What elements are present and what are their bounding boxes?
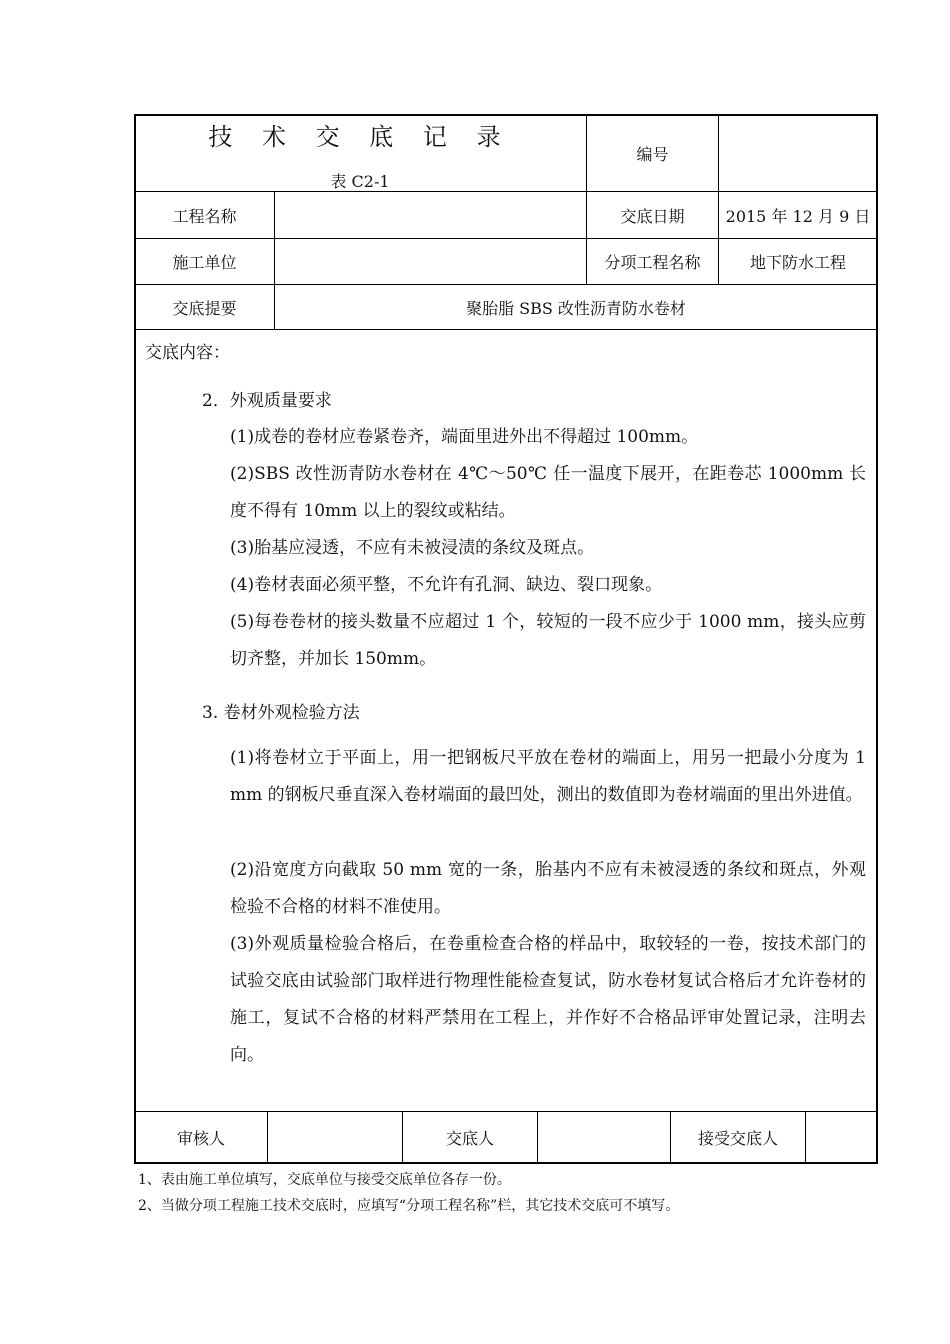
- project-name-label: 工程名称: [172, 206, 237, 226]
- discloser-label: 交底人: [445, 1129, 494, 1148]
- reviewer-label: 审核人: [176, 1129, 225, 1148]
- section-item: (1)成卷的卷材应卷紧卷齐，端面里进外出不得超过 100mm。: [230, 427, 699, 447]
- section-item: (3)外观质量检验合格后，在卷重检查合格的样品中，取较轻的一卷，按技术部门的试验交底由试验部门取样进行物理性能检查复试，防水卷材复试合格后才允许卷材的施工，复试不合格的材料严禁用在工程上，并作好不合格品评审处置记录，注明去向。: [230, 934, 866, 1065]
- content-label: 交底内容：: [145, 343, 230, 363]
- reviewer-field[interactable]: [268, 1112, 402, 1163]
- section-item: (3)胎基应浸透，不应有未被浸渍的条纹及斑点。: [230, 538, 595, 558]
- receiver-label: 接受交底人: [697, 1129, 778, 1148]
- section-item: (2)SBS 改性沥青防水卷材在 4℃～50℃ 任一温度下展开，在距卷芯 1000mm 长度不得有 10mm 以上的裂纹或粘结。: [230, 464, 866, 521]
- section-item: (5)每卷卷材的接头数量不应超过 1 个，较短的一段不应少于 1000 mm，接头应剪切齐整，并加长 150mm。: [230, 612, 866, 669]
- form-number: 表 C2-1: [330, 172, 390, 191]
- discloser-field[interactable]: [538, 1112, 670, 1163]
- number-label: 编号: [636, 144, 669, 164]
- footnote: 2、当做分项工程施工技术交底时，应填写“分项工程名称”栏，其它技术交底可不填写。: [138, 1198, 680, 1214]
- disclosure-content: [134, 330, 878, 1110]
- summary-label: 交底提要: [172, 298, 237, 318]
- section-item: (2)沿宽度方向截取 50 mm 宽的一条，胎基内不应有未被浸透的条纹和斑点，外观检验不合格的材料不准使用。: [230, 860, 866, 917]
- section-item: (1)将卷材立于平面上，用一把钢板尺平放在卷材的端面上，用另一把最小分度为 1 mm 的钢板尺垂直深入卷材端面的最凹处，测出的数值即为卷材端面的里出外进值。: [230, 748, 866, 805]
- project-name-field[interactable]: [275, 192, 586, 238]
- section-item: (4)卷材表面必须平整，不允许有孔洞、缺边、裂口现象。: [230, 575, 663, 595]
- summary-field[interactable]: 聚胎脂 SBS 改性沥青防水卷材: [466, 298, 686, 318]
- section-heading: 3. 卷材外观检验方法: [202, 703, 360, 723]
- form-title: 技 术 交 底 记 录: [208, 123, 512, 151]
- contractor-field[interactable]: [275, 239, 586, 284]
- sub-project-label: 分项工程名称: [604, 253, 701, 272]
- sub-project-field[interactable]: 地下防水工程: [749, 253, 846, 272]
- receiver-field[interactable]: [806, 1112, 877, 1163]
- section-heading: 2．外观质量要求: [202, 391, 332, 411]
- disclosure-date-field[interactable]: 2015 年 12 月 9 日: [725, 206, 871, 226]
- number-field[interactable]: [719, 115, 877, 191]
- contractor-label: 施工单位: [172, 253, 237, 272]
- disclosure-date-label: 交底日期: [620, 206, 685, 226]
- footnote: 1、表由施工单位填写，交底单位与接受交底单位各存一份。: [138, 1172, 511, 1188]
